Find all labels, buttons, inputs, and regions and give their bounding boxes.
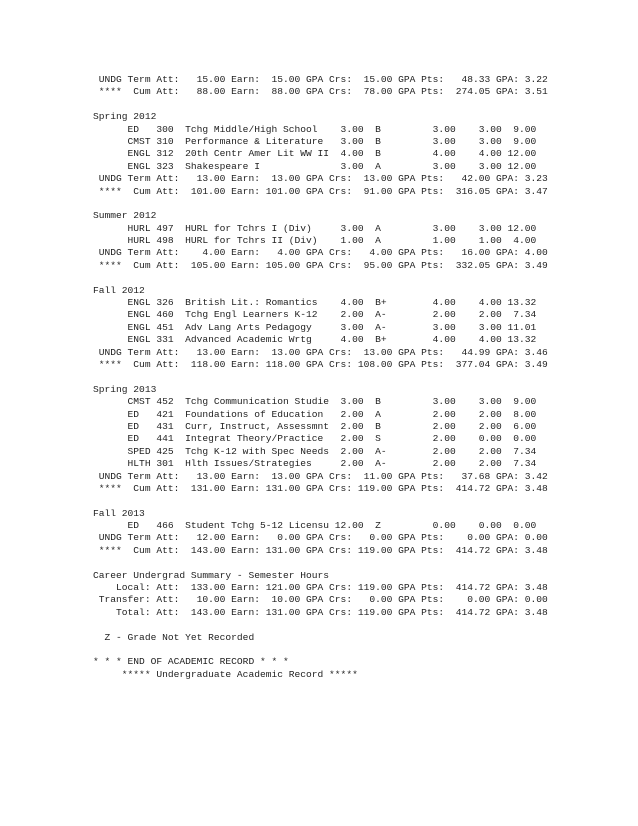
term-totals: UNDG Term Att: 13.00 Earn: 13.00 GPA Crs: 11.00 GPA Pts: 37.68 GPA: 3.42 xyxy=(93,470,548,482)
term-heading: Summer 2012 xyxy=(93,210,157,222)
term-totals: UNDG Term Att: 13.00 Earn: 13.00 GPA Crs: 13.00 GPA Pts: 42.00 GPA: 3.23 xyxy=(93,173,548,185)
transcript-line xyxy=(93,495,613,507)
course-row: CMST 452 Tchg Communication Studie 3.00 B 3.00 3.00 9.00 xyxy=(93,396,537,408)
transcript-line xyxy=(93,619,613,631)
term-totals: UNDG Term Att: 12.00 Earn: 0.00 GPA Crs: 0.00 GPA Pts: 0.00 GPA: 0.00 xyxy=(93,532,548,544)
course-row: ENGL 460 Tchg Engl Learners K-12 2.00 A- 2.00 2.00 7.34 xyxy=(93,309,537,321)
cumulative-totals: **** Cum Att: 101.00 Earn: 101.00 GPA Crs: 91.00 GPA Pts: 316.05 GPA: 3.47 xyxy=(93,185,548,197)
course-row: ENGL 331 Advanced Academic Wrtg 4.00 B+ 4.00 4.00 13.32 xyxy=(93,334,537,346)
course-row: HURL 497 HURL for Tchrs I (Div) 3.00 A 3.00 3.00 12.00 xyxy=(93,222,537,234)
summary-transfer-row: Transfer: Att: 10.00 Earn: 10.00 GPA Crs: 0.00 GPA Pts: 0.00 GPA: 0.00 xyxy=(93,594,548,606)
summary-total-row: Total: Att: 143.00 Earn: 131.00 GPA Crs: 119.00 GPA Pts: 414.72 GPA: 3.48 xyxy=(93,606,548,618)
course-row: CMST 310 Performance & Literature 3.00 B 3.00 3.00 9.00 xyxy=(93,135,537,147)
transcript-line xyxy=(93,644,613,656)
course-row: ENGL 312 20th Centr Amer Lit WW II 4.00 B 4.00 4.00 12.00 xyxy=(93,148,537,160)
course-row: ENGL 326 British Lit.: Romantics 4.00 B+ 4.00 4.00 13.32 xyxy=(93,297,537,309)
transcript-line xyxy=(93,198,613,210)
transcript-line xyxy=(93,557,613,569)
transcript-line xyxy=(93,99,613,111)
summary-heading: Career Undergrad Summary - Semester Hours xyxy=(93,569,330,581)
course-row: ENGL 323 Shakespeare I 3.00 A 3.00 3.00 12.00 xyxy=(93,160,537,172)
summary-local-row: Local: Att: 133.00 Earn: 121.00 GPA Crs: 119.00 GPA Pts: 414.72 GPA: 3.48 xyxy=(93,582,548,594)
course-row: ED 466 Student Tchg 5-12 Licensu 12.00 Z 0.00 0.00 0.00 xyxy=(93,520,537,532)
academic-record-transcript xyxy=(93,74,613,681)
course-row: ED 441 Integrat Theory/Practice 2.00 S 2.00 0.00 0.00 xyxy=(93,433,537,445)
term-heading: Fall 2012 xyxy=(93,284,145,296)
grade-legend: Z - Grade Not Yet Recorded xyxy=(93,631,255,643)
term-heading: Spring 2012 xyxy=(93,111,157,123)
transcript-line: **** Cum Att: 88.00 Earn: 88.00 GPA Crs: 78.00 GPA Pts: 274.05 GPA: 3.51 xyxy=(93,86,548,98)
course-row: HLTH 301 Hlth Issues/Strategies 2.00 A- 2.00 2.00 7.34 xyxy=(93,458,537,470)
transcript-line xyxy=(93,371,613,383)
term-totals: UNDG Term Att: 4.00 Earn: 4.00 GPA Crs: 4.00 GPA Pts: 16.00 GPA: 4.00 xyxy=(93,247,548,259)
transcript-line: UNDG Term Att: 15.00 Earn: 15.00 GPA Crs: 15.00 GPA Pts: 48.33 GPA: 3.22 xyxy=(93,74,548,85)
course-row: ED 300 Tchg Middle/High School 3.00 B 3.00 3.00 9.00 xyxy=(93,123,537,135)
cumulative-totals: **** Cum Att: 105.00 Earn: 105.00 GPA Crs: 95.00 GPA Pts: 332.05 GPA: 3.49 xyxy=(93,259,548,271)
term-heading: Spring 2013 xyxy=(93,383,157,395)
course-row: ENGL 451 Adv Lang Arts Pedagogy 3.00 A- 3.00 3.00 11.01 xyxy=(93,321,537,333)
course-row: HURL 498 HURL for Tchrs II (Div) 1.00 A 1.00 1.00 4.00 xyxy=(93,235,537,247)
course-row: ED 431 Curr, Instruct, Assessmnt 2.00 B 2.00 2.00 6.00 xyxy=(93,420,537,432)
record-footer: ***** Undergraduate Academic Record ***** xyxy=(93,668,358,680)
end-of-record-marker: * * * END OF ACADEMIC RECORD * * * xyxy=(93,656,289,668)
course-row: ED 421 Foundations of Education 2.00 A 2.00 2.00 8.00 xyxy=(93,408,537,420)
cumulative-totals: **** Cum Att: 143.00 Earn: 131.00 GPA Crs: 119.00 GPA Pts: 414.72 GPA: 3.48 xyxy=(93,544,548,556)
term-heading: Fall 2013 xyxy=(93,507,145,519)
cumulative-totals: **** Cum Att: 118.00 Earn: 118.00 GPA Crs: 108.00 GPA Pts: 377.04 GPA: 3.49 xyxy=(93,358,548,370)
transcript-line xyxy=(93,272,613,284)
term-totals: UNDG Term Att: 13.00 Earn: 13.00 GPA Crs: 13.00 GPA Pts: 44.99 GPA: 3.46 xyxy=(93,346,548,358)
course-row: SPED 425 Tchg K-12 with Spec Needs 2.00 A- 2.00 2.00 7.34 xyxy=(93,445,537,457)
cumulative-totals: **** Cum Att: 131.00 Earn: 131.00 GPA Crs: 119.00 GPA Pts: 414.72 GPA: 3.48 xyxy=(93,482,548,494)
